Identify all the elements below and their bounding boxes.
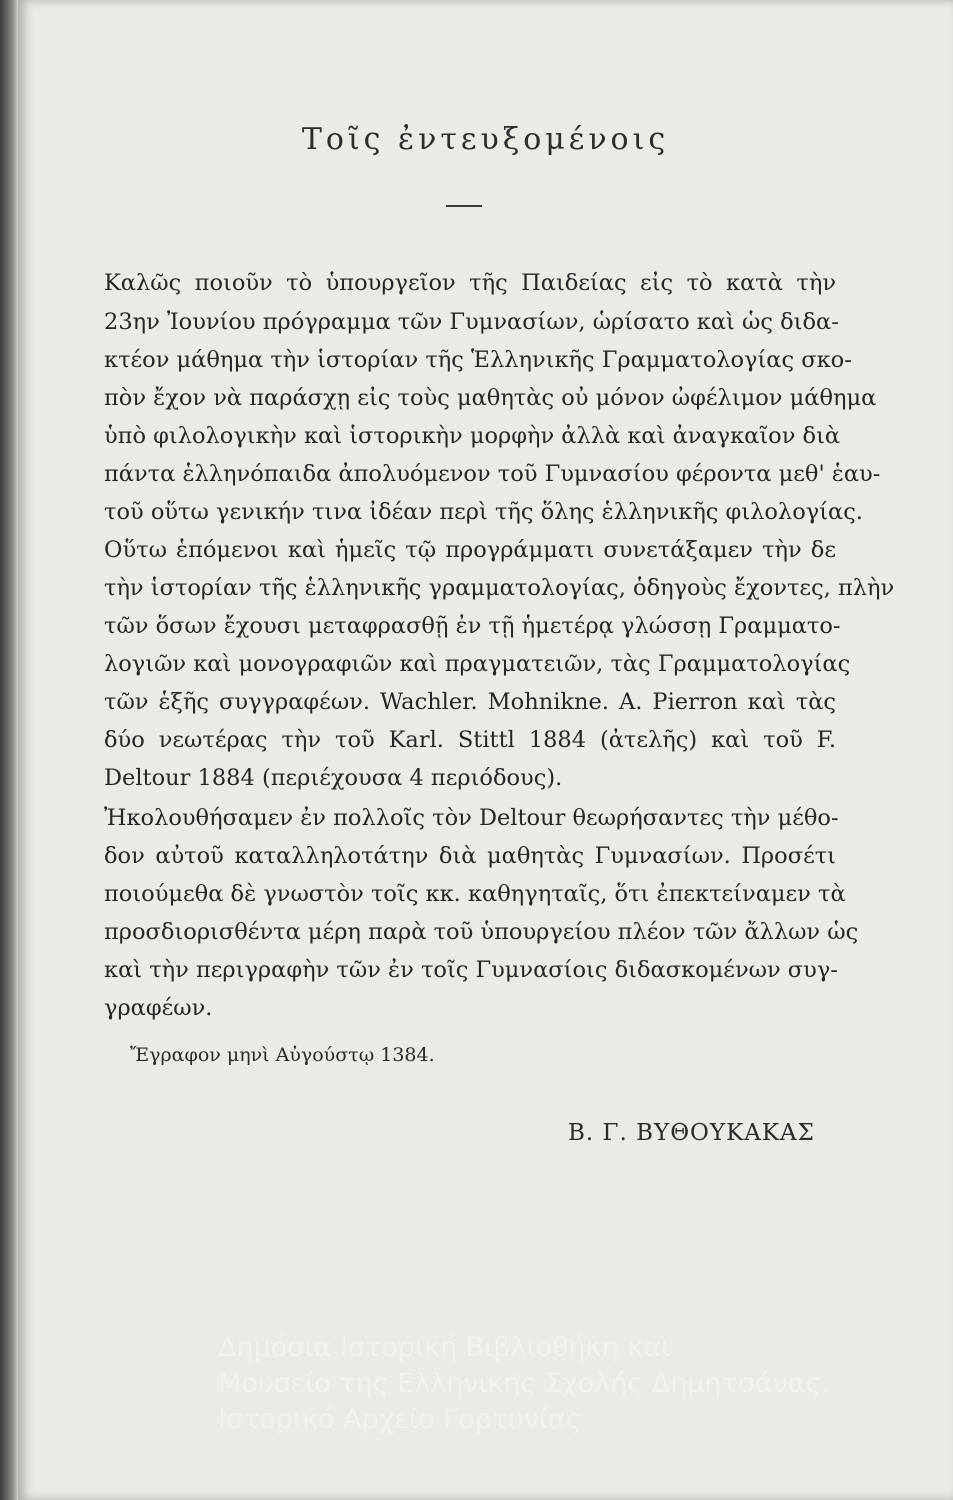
text-line: ὑπὸ φιλολογικὴν καὶ ἱστορικὴν μορφὴν ἀλλὰ καὶ ἀναγκαῖον διὰ bbox=[104, 423, 841, 449]
text-line: τῶν ὅσων ἔχουσι μεταφρασθῇ ἐν τῇ ἡμετέρᾳ γλώσσῃ Γραμματο- bbox=[104, 613, 841, 639]
text-line: τὴν ἱστορίαν τῆς ἑλληνικῆς γραμματολογίας, ὁδηγοὺς ἔχοντες, πλὴν bbox=[104, 575, 895, 601]
text-line: ποιούμεθα δὲ γνωστὸν τοῖς κκ. καθηγηταῖς, ὅτι ἐπεκτείναμεν τὰ bbox=[104, 881, 846, 907]
text-line: τῶν ἑξῆς συγγραφέων. Wachler. Mohnikne. A. Pierron καὶ τὰς bbox=[104, 689, 836, 715]
title-rule-divider bbox=[446, 205, 482, 207]
text-line: καὶ τὴν περιγραφὴν τῶν ἐν τοῖς Γυμνασίοις διδασκομένων συγ- bbox=[104, 957, 838, 983]
text-line: Οὕτω ἑπόμενοι καὶ ἡμεῖς τῷ προγράμματι συνετάξαμεν τὴν δε bbox=[104, 537, 836, 563]
text-line: δύο νεωτέρας τὴν τοῦ Karl. Stittl 1884 (ἀτελῆς) καὶ τοῦ F. bbox=[104, 727, 836, 753]
text-line: Ἠκολουθήσαμεν ἐν πολλοῖς τὸν Deltour θεωρήσαντες τὴν μέθο- bbox=[104, 805, 839, 831]
author-signature: Β. Γ. ΒΥΘΟΥΚΑΚΑΣ bbox=[568, 1120, 815, 1146]
watermark-line: Ιστορικό Αρχείο Γορτυνίας bbox=[218, 1404, 582, 1435]
text-line: Καλῶς ποιοῦν τὸ ὑπουργεῖον τῆς Παιδείας εἰς τὸ κατὰ τὴν bbox=[104, 270, 836, 296]
text-line: 23ην Ἰουνίου πρόγραμμα τῶν Γυμνασίων, ὡρίσατο καὶ ὡς διδα- bbox=[104, 309, 839, 335]
watermark-line: Δημόσια Ιστορική Βιβλιοθήκη και bbox=[218, 1332, 671, 1363]
page-gutter-shadow bbox=[0, 0, 18, 1500]
text-line: πάντα ἑλληνόπαιδα ἀπολυόμενον τοῦ Γυμνασίου φέροντα μεθ' ἑαυ- bbox=[104, 461, 881, 487]
text-line: κτέον μάθημα τὴν ἱστορίαν τῆς Ἑλληνικῆς Γραμματολογίας σκο- bbox=[104, 347, 852, 373]
text-line: Deltour 1884 (περιέχουσα 4 περιόδους). bbox=[104, 765, 563, 791]
dateline: Ἔγραφον μηνὶ Αὐγούστῳ 1384. bbox=[130, 1044, 435, 1066]
text-line: τοῦ οὕτω γενικήν τινα ἰδέαν περὶ τῆς ὅλης ἑλληνικῆς φιλολογίας. bbox=[104, 499, 863, 525]
text-line: λογιῶν καὶ μονογραφιῶν καὶ πραγματειῶν, τὰς Γραμματολογίας bbox=[104, 651, 851, 677]
scanned-page bbox=[18, 0, 953, 1500]
page-title: Τοῖς ἐντευξομένοις bbox=[301, 122, 670, 157]
text-line: δον αὐτοῦ καταλληλοτάτην διὰ μαθητὰς Γυμνασίων. Προσέτι bbox=[104, 843, 836, 869]
watermark-line: Μουσείο της Ελληνικής Σχολής Δημητσάνας. bbox=[218, 1368, 831, 1399]
text-line: προσδιορισθέντα μέρη παρὰ τοῦ ὑπουργείου πλέον τῶν ἄλλων ὡς bbox=[104, 919, 859, 945]
text-line: γραφέων. bbox=[104, 995, 213, 1021]
text-line: πὸν ἔχον νὰ παράσχῃ εἰς τοὺς μαθητὰς οὐ μόνον ὠφέλιμον μάθημα bbox=[104, 385, 877, 411]
